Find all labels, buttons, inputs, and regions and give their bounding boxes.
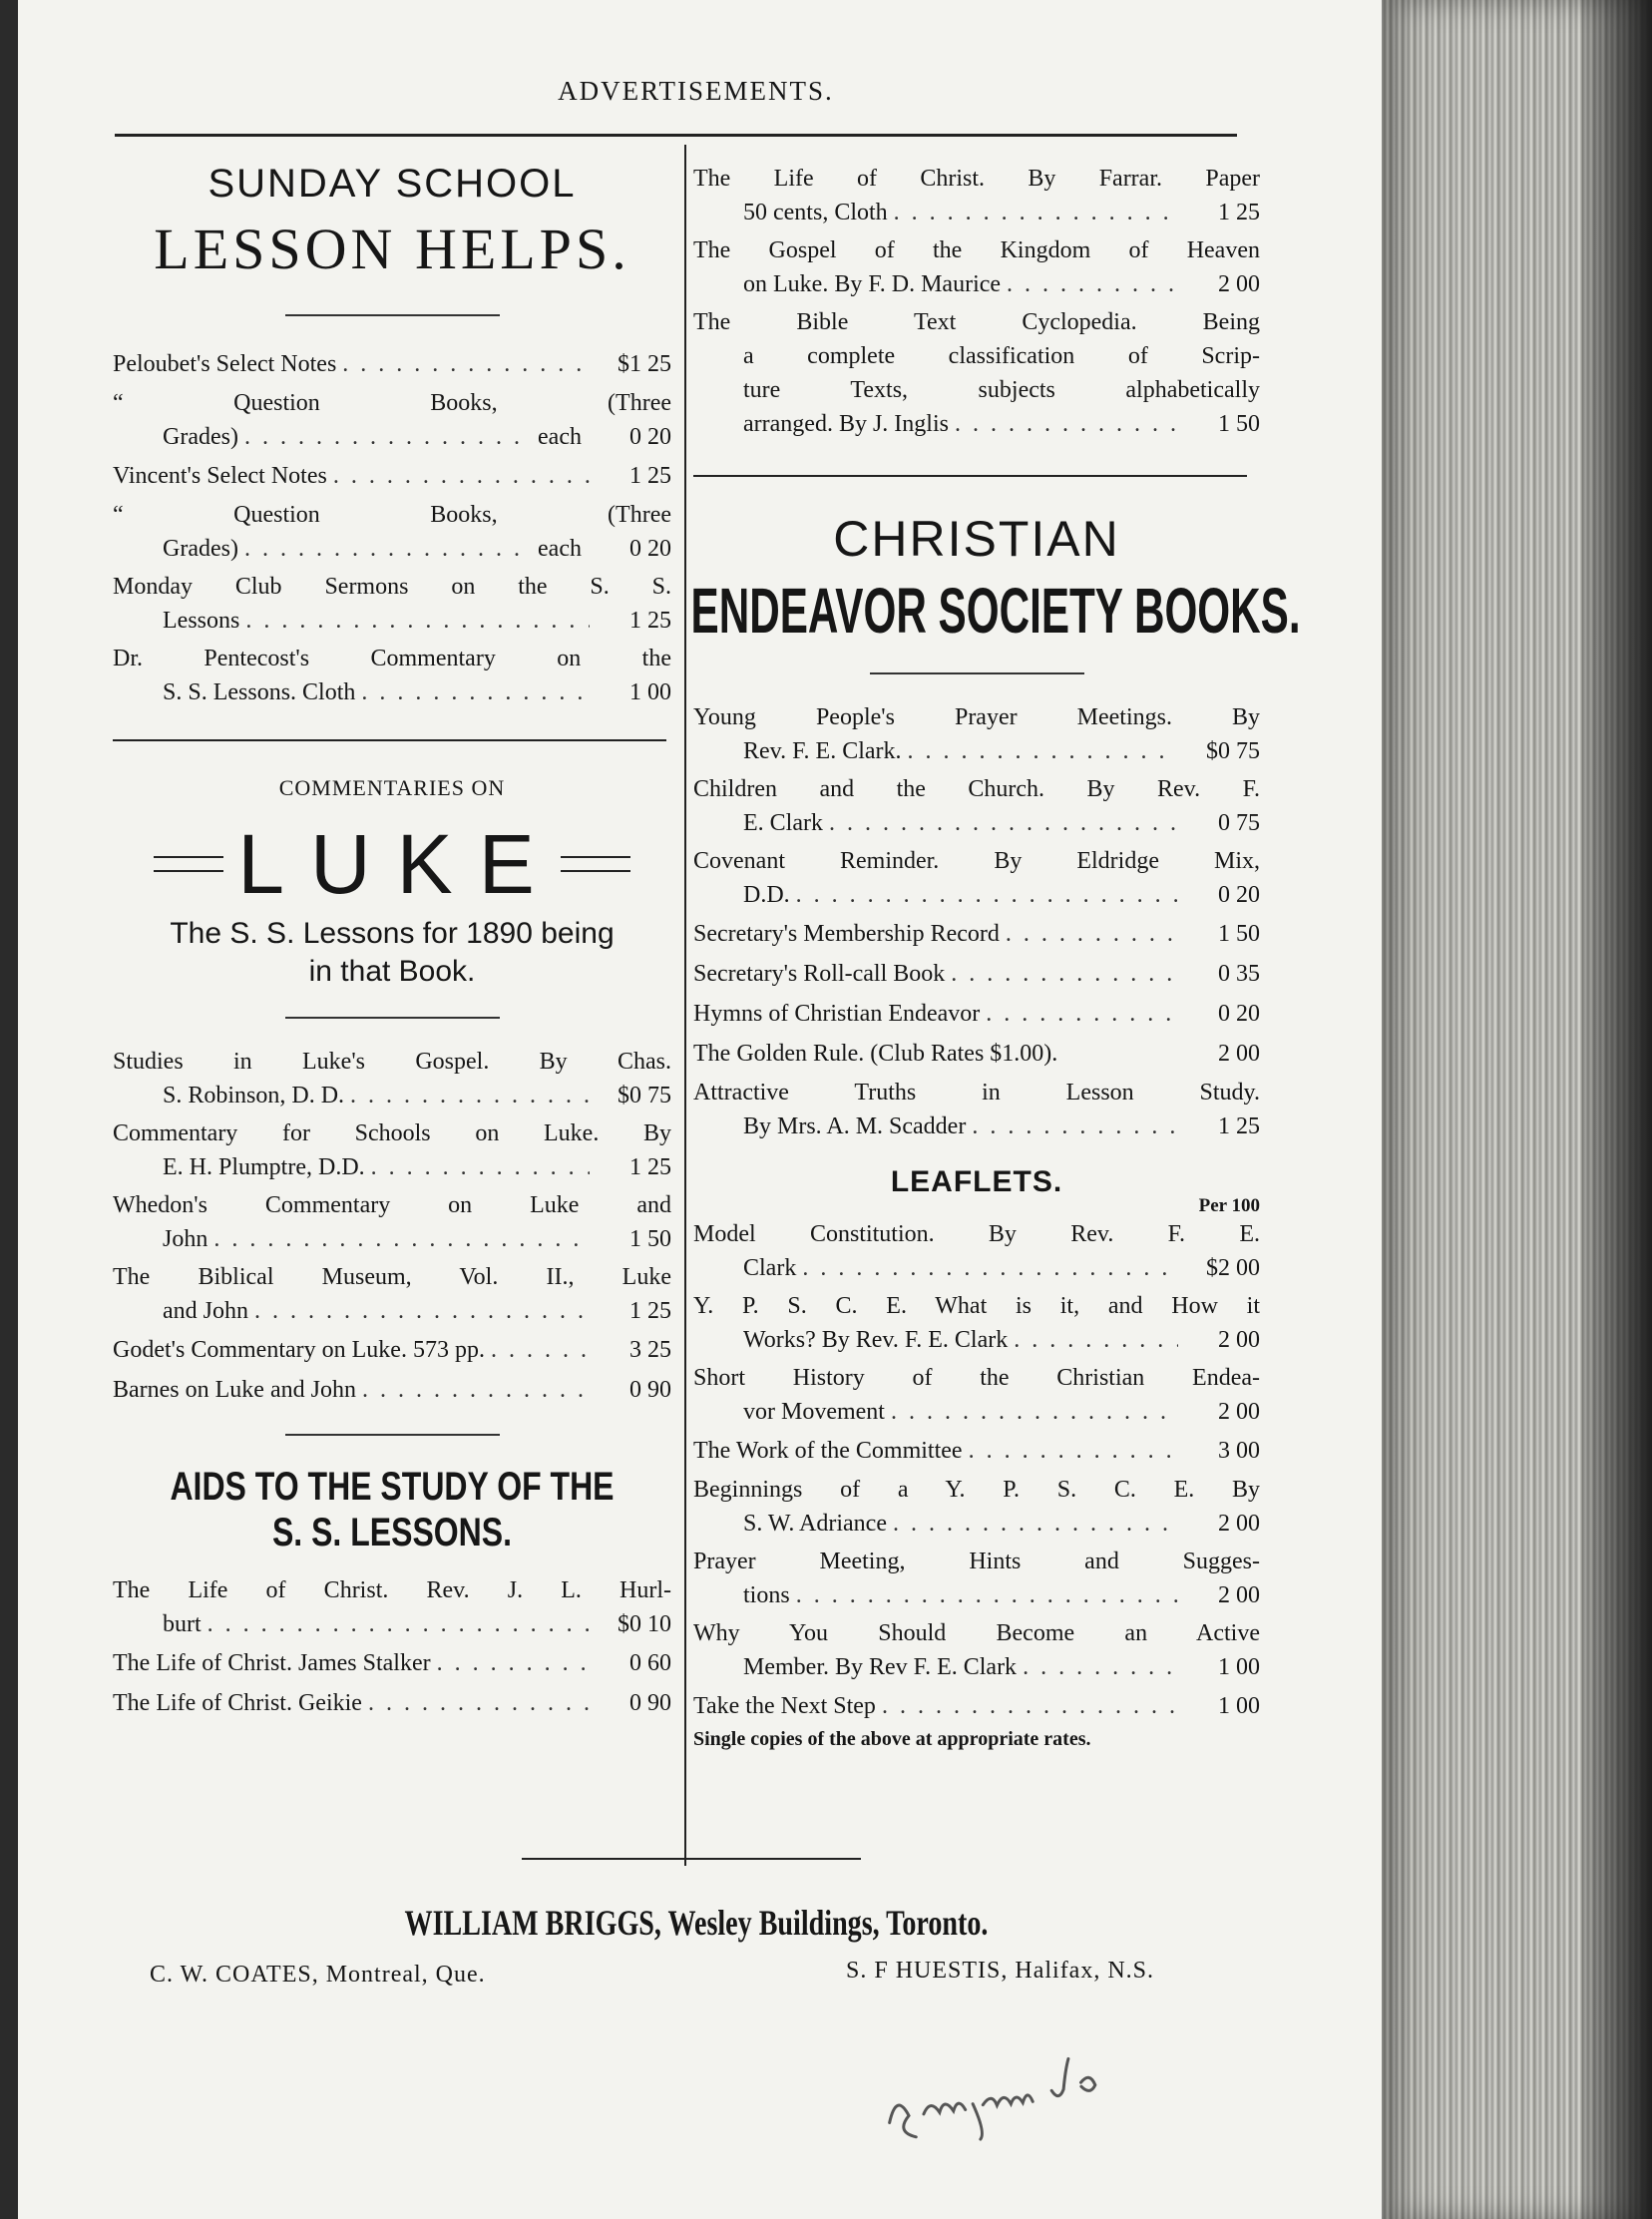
- column-divider: [684, 145, 686, 1866]
- list-item: [693, 1361, 1260, 1429]
- item-subtitle: Grades): [163, 424, 238, 450]
- luke-ornament-left: [154, 856, 223, 872]
- dot-leader: [333, 458, 590, 494]
- item-title: Prayer Meeting, Hints and Sugges-: [693, 1549, 1260, 1574]
- list-item: [113, 1372, 671, 1408]
- item-price: 1 00: [629, 679, 671, 705]
- item-title: Children and the Church. By Rev. F.: [693, 776, 1260, 802]
- item-subtitle: vor Movement: [743, 1399, 885, 1425]
- item-price: 1 25: [1218, 1113, 1260, 1139]
- item-subtitle: Lessons: [163, 608, 240, 634]
- dot-leader: [362, 1372, 590, 1408]
- item-price: 1 00: [1218, 1693, 1260, 1719]
- item-title: Covenant Reminder. By Eldridge Mix,: [693, 848, 1260, 874]
- endeavor-title-text: ENDEAVOR SOCIETY BOOKS.: [690, 575, 1301, 647]
- item-subtitle: John: [163, 1226, 208, 1252]
- item-title: Young People's Prayer Meetings. By: [693, 704, 1260, 730]
- header-rule: [115, 134, 1237, 137]
- lesson-helps-title: LESSON HELPS.: [154, 217, 630, 281]
- item-suffix: each: [538, 536, 582, 562]
- item-subtitle: Rev. F. E. Clark.: [743, 738, 902, 764]
- dot-leader: [371, 1150, 590, 1184]
- item-price: 1 25: [629, 463, 671, 489]
- item-price: 1 00: [1218, 1654, 1260, 1680]
- item-subtitle: tions: [743, 1582, 790, 1608]
- item-title: “ Question Books, (Three: [113, 502, 671, 528]
- dot-leader: [882, 1688, 1178, 1724]
- dot-leader: [951, 956, 1178, 992]
- dot-leader: [972, 1110, 1178, 1143]
- item-subtitle: Works? By Rev. F. E. Clark: [743, 1327, 1009, 1353]
- item-price: 2 00: [1218, 1041, 1260, 1067]
- footer-right: S. F HUESTIS, Halifax, N.S.: [846, 1958, 1155, 1984]
- commentaries-pre: COMMENTARIES ON: [278, 775, 506, 800]
- page-edge: [1382, 0, 1652, 2219]
- dot-leader: [1023, 1650, 1178, 1684]
- dot-leader: [796, 1578, 1178, 1612]
- list-item: [693, 162, 1260, 229]
- list-item: [693, 700, 1260, 768]
- life-of-christ-list: [693, 162, 1260, 441]
- item-title: The Work of the Committee: [693, 1438, 963, 1464]
- list-item: [113, 346, 671, 382]
- luke-ornament-right: [561, 856, 630, 872]
- left-column: [113, 160, 671, 1725]
- list-item: [113, 458, 671, 494]
- item-subtitle: S. Robinson, D. D.: [163, 1083, 345, 1109]
- endeavor-title: [690, 575, 1301, 647]
- luke-sub2: in that Book.: [308, 955, 476, 988]
- dot-leader: [802, 1251, 1178, 1285]
- item-title: Barnes on Luke and John: [113, 1377, 356, 1403]
- item-subtitle: burt: [163, 1611, 202, 1637]
- dot-leader: [1007, 267, 1178, 301]
- item-title: The Biblical Museum, Vol. II., Luke: [113, 1264, 671, 1290]
- item-title: Monday Club Sermons on the S. S.: [113, 574, 671, 600]
- list-item: [693, 996, 1260, 1032]
- item-price: 0 90: [629, 1377, 671, 1403]
- dot-leader: [908, 734, 1178, 768]
- aids-list: [113, 1573, 671, 1721]
- item-price: 0 75: [1218, 810, 1260, 836]
- section-rule: [285, 1017, 500, 1019]
- aids-title: [113, 1464, 671, 1555]
- publisher-text: WILLIAM BRIGGS, Wesley Buildings, Toronto.: [404, 1903, 988, 1943]
- list-item: [113, 1260, 671, 1328]
- item-price: 1 25: [1218, 200, 1260, 225]
- dot-leader: [437, 1645, 590, 1681]
- luke-list: [113, 1045, 671, 1408]
- item-title: a complete classification of Scrip-: [743, 343, 1260, 369]
- list-item: [113, 1116, 671, 1184]
- sunday-school-title: SUNDAY SCHOOL: [207, 162, 577, 206]
- section-rule: [285, 1434, 500, 1436]
- item-title: Godet's Commentary on Luke. 573 pp.: [113, 1337, 485, 1363]
- list-item: [693, 1545, 1260, 1612]
- item-subtitle: S. S. Lessons. Cloth: [163, 679, 356, 705]
- sunday-school-list: [113, 346, 671, 709]
- section-divider: [693, 475, 1247, 477]
- item-price: 0 90: [629, 1690, 671, 1716]
- item-subtitle: Grades): [163, 536, 238, 562]
- list-item: [693, 1473, 1260, 1541]
- item-title: Studies in Luke's Gospel. By Chas.: [113, 1049, 671, 1075]
- page-header: ADVERTISEMENTS.: [558, 76, 834, 106]
- item-title: Y. P. S. C. E. What is it, and How it: [693, 1293, 1260, 1319]
- dot-leader: [213, 1222, 590, 1256]
- item-price: $1 25: [618, 351, 671, 377]
- item-price: $0 75: [618, 1083, 671, 1109]
- item-subtitle: Clark: [743, 1255, 797, 1281]
- list-item: [113, 1685, 671, 1721]
- list-item: [693, 1036, 1260, 1072]
- item-price: 3 25: [629, 1337, 671, 1363]
- dot-leader: [361, 675, 590, 709]
- list-item: [113, 386, 671, 454]
- list-item: [693, 1217, 1260, 1285]
- item-price: 2 00: [1218, 1399, 1260, 1425]
- item-price: 1 50: [629, 1226, 671, 1252]
- item-subtitle: E. Clark: [743, 810, 823, 836]
- item-suffix: each: [538, 424, 582, 450]
- per-hundred-label: Per 100: [1198, 1195, 1260, 1216]
- dot-leader: [244, 420, 532, 454]
- aids-title-line1: AIDS TO THE STUDY OF THE: [170, 1465, 615, 1509]
- dot-leader: [207, 1607, 590, 1641]
- footer-left: C. W. COATES, Montreal, Que.: [150, 1962, 486, 1988]
- dot-leader: [342, 346, 590, 382]
- item-title: The Life of Christ. By Farrar. Paper: [693, 166, 1260, 192]
- item-title: Take the Next Step: [693, 1693, 876, 1719]
- dot-leader: [894, 196, 1178, 229]
- list-item: [693, 844, 1260, 912]
- item-title: Whedon's Commentary on Luke and: [113, 1192, 671, 1218]
- dot-leader: [969, 1433, 1178, 1469]
- list-item: [693, 956, 1260, 992]
- item-price: 0 60: [629, 1650, 671, 1676]
- item-title: The Golden Rule. (Club Rates $1.00).: [693, 1041, 1058, 1067]
- leaflets-title: LEAFLETS.: [890, 1165, 1063, 1198]
- dot-leader: [986, 996, 1178, 1032]
- item-subtitle: arranged. By J. Inglis: [743, 411, 949, 437]
- item-price: $0 10: [618, 1611, 671, 1637]
- item-subtitle: Member. By Rev F. E. Clark: [743, 1654, 1018, 1680]
- list-item: [113, 570, 671, 638]
- item-price: 2 00: [1218, 271, 1260, 297]
- list-item: [693, 916, 1260, 952]
- item-price: 1 25: [629, 608, 671, 634]
- item-title: Commentary for Schools on Luke. By: [113, 1120, 671, 1146]
- item-price: 0 35: [1218, 961, 1260, 987]
- item-price: 1 50: [1218, 921, 1260, 947]
- list-item: [693, 1433, 1260, 1469]
- luke-title: [113, 819, 671, 909]
- list-item: [113, 1573, 671, 1641]
- item-subtitle: on Luke. By F. D. Maurice: [743, 271, 1002, 297]
- item-subtitle: 50 cents, Cloth: [743, 200, 888, 225]
- item-title: The Life of Christ. James Stalker: [113, 1650, 431, 1676]
- item-subtitle: By Mrs. A. M. Scadder: [743, 1113, 967, 1139]
- item-price: 3 00: [1218, 1438, 1260, 1464]
- list-item: [693, 1076, 1260, 1143]
- list-item: [693, 1688, 1260, 1724]
- item-title: Peloubet's Select Notes: [113, 351, 337, 377]
- item-title: “ Question Books, (Three: [113, 390, 671, 416]
- item-price: 2 00: [1218, 1327, 1260, 1353]
- dot-leader: [491, 1332, 590, 1368]
- item-price: 2 00: [1218, 1511, 1260, 1537]
- list-item: [113, 642, 671, 709]
- item-title: The Bible Text Cyclopedia. Being: [693, 309, 1260, 335]
- list-item: [693, 233, 1260, 301]
- section-rule: [870, 672, 1084, 674]
- footer-rule: [522, 1858, 861, 1860]
- item-title: Why You Should Become an Active: [693, 1620, 1260, 1646]
- item-title: Short History of the Christian Endea-: [693, 1365, 1260, 1391]
- item-title: Attractive Truths in Lesson Study.: [693, 1080, 1260, 1106]
- christian-title: CHRISTIAN: [833, 511, 1120, 567]
- item-title: The Life of Christ. Geikie: [113, 1690, 362, 1716]
- item-price: 1 25: [629, 1154, 671, 1180]
- list-item: [113, 1045, 671, 1112]
- footer-publisher: [0, 1902, 1392, 1944]
- list-item: [693, 1616, 1260, 1684]
- endeavor-list: [693, 700, 1260, 1143]
- list-item: [693, 772, 1260, 840]
- dot-leader: [1006, 916, 1178, 952]
- item-price: 0 20: [629, 536, 671, 562]
- dot-leader: [891, 1395, 1178, 1429]
- list-item: [113, 498, 671, 566]
- item-price: $0 75: [1206, 738, 1260, 764]
- item-title: Beginnings of a Y. P. S. C. E. By: [693, 1477, 1260, 1503]
- dot-leader: [1014, 1323, 1178, 1357]
- section-divider: [113, 739, 666, 741]
- dot-leader: [796, 878, 1178, 912]
- item-price: 0 20: [1218, 882, 1260, 908]
- aids-title-line2: S. S. LESSONS.: [271, 1511, 513, 1554]
- item-price: 0 20: [1218, 1001, 1260, 1027]
- item-price: 2 00: [1218, 1582, 1260, 1608]
- dot-leader: [955, 407, 1178, 441]
- item-subtitle: and John: [163, 1298, 248, 1324]
- item-price: 0 20: [629, 424, 671, 450]
- dot-leader: [244, 532, 532, 566]
- luke-word: LUKE: [237, 817, 561, 911]
- item-price: 1 50: [1218, 411, 1260, 437]
- item-title: Secretary's Membership Record: [693, 921, 1000, 947]
- item-title: ture Texts, subjects alphabetically: [743, 377, 1260, 403]
- luke-sub1: The S. S. Lessons for 1890 being: [170, 917, 615, 950]
- list-item: [693, 305, 1260, 441]
- list-item: [113, 1332, 671, 1368]
- list-item: [113, 1188, 671, 1256]
- dot-leader: [893, 1507, 1178, 1541]
- dot-leader: [245, 604, 590, 638]
- item-title: Model Constitution. By Rev. F. E.: [693, 1221, 1260, 1247]
- dot-leader: [368, 1685, 590, 1721]
- single-copies-note: Single copies of the above at appropriate rates.: [693, 1728, 1091, 1750]
- item-price: $2 00: [1206, 1255, 1260, 1281]
- right-column: [690, 160, 1301, 1751]
- section-rule: [285, 314, 500, 316]
- item-title: Hymns of Christian Endeavor: [693, 1001, 981, 1027]
- list-item: [113, 1645, 671, 1681]
- item-price: 1 25: [629, 1298, 671, 1324]
- leaflets-list: [693, 1217, 1260, 1724]
- item-title: Secretary's Roll-call Book: [693, 961, 946, 987]
- dot-leader: [254, 1294, 590, 1328]
- item-subtitle: E. H. Plumptre, D.D.: [163, 1154, 365, 1180]
- item-subtitle: S. W. Adriance: [743, 1511, 887, 1537]
- dot-leader: [829, 806, 1178, 840]
- dot-leader: [350, 1079, 590, 1112]
- list-item: [693, 1289, 1260, 1357]
- item-title: Vincent's Select Notes: [113, 463, 327, 489]
- item-subtitle: D.D.: [743, 882, 790, 908]
- item-title: Dr. Pentecost's Commentary on the: [113, 646, 671, 671]
- item-title: The Life of Christ. Rev. J. L. Hurl-: [113, 1577, 671, 1603]
- item-title: The Gospel of the Kingdom of Heaven: [693, 237, 1260, 263]
